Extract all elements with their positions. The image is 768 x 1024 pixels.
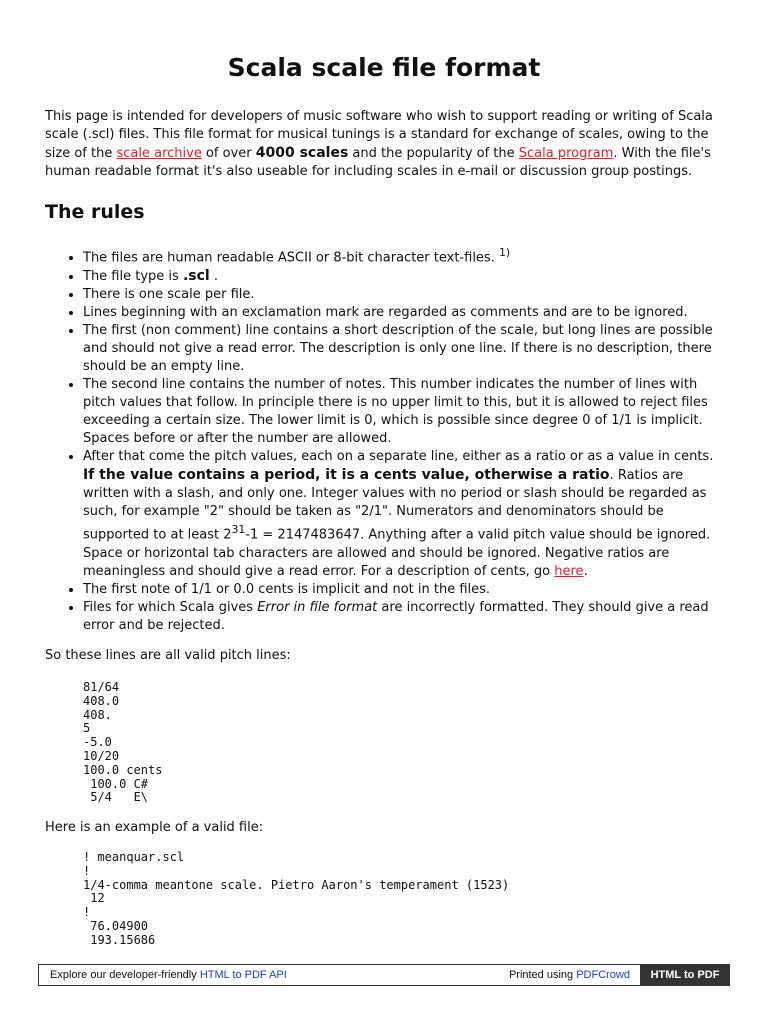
footer-mid: [509, 965, 630, 985]
page-title: Scala scale file format: [227, 53, 541, 82]
rule-emphasis: Error in file format: [257, 599, 378, 615]
valid-lines-intro: So these lines are all valid pitch lines:: [45, 648, 291, 663]
rule-item: • There is one scale per file.: [83, 286, 725, 304]
rule-bold: If the value contains a period, it is a cents value, otherwise a ratio: [83, 467, 610, 484]
example-intro: Here is an example of a valid file:: [45, 820, 264, 835]
scala-program-link[interactable]: Scala program: [518, 146, 614, 161]
rule-text: .: [583, 563, 588, 579]
rule-item: [83, 244, 725, 267]
intro-text-1: This page is intended for developers of music software who wish to support reading or writing of Scala scale (.scl) files. This file format for musical tunings is a standard for exchange of scales, owing to the size of the: [45, 109, 713, 161]
rule-text: are incorrectly formatted. They should give a read error and be rejected.: [83, 599, 709, 633]
footer-left: [50, 965, 287, 985]
rule-text: . Ratios are written with a slash, and only one. Integer values with no period or slash should be regarded as such, for example "2" should be taken as "2/1". Numerators and denominators should be supported to at least 2: [83, 468, 707, 543]
valid-lines-code: 81/64 408.0 408. 5 -5.0 10/20 100.0 cents 100.0 C# 5/4 E\: [83, 680, 163, 805]
footer-mid-text: Printed using: [508, 969, 577, 981]
html-to-pdf-api-link[interactable]: HTML to PDF API: [199, 969, 287, 981]
intro-text-4: . With the file's human readable format it's also useable for including scales in e-mail or discussion group postings.: [45, 146, 711, 179]
rule-item: [83, 448, 725, 580]
rule-item: • The first note of 1/1 or 0.0 cents is implicit and not in the files.: [83, 581, 725, 599]
intro-bold-count: 4000 scales: [255, 145, 349, 161]
exponent: 31: [231, 523, 246, 537]
footer-left-text: Explore our developer-friendly: [50, 969, 200, 981]
rule-item: [83, 599, 725, 635]
rule-text: Files for which Scala gives: [83, 599, 258, 615]
pdfcrowd-link[interactable]: PDFCrowd: [576, 969, 630, 981]
rule-item: • The second line contains the number of notes. This number indicates the number of lines with pitch values that follow. In principle there is no upper limit to this, but it is allowed to reject files exceeding a certain size. The lower limit is 0, which is possible since degree 0 of 1/1 is implicit. Spaces before or after the number are allowed.: [83, 376, 725, 448]
html-to-pdf-button[interactable]: HTML to PDF: [640, 964, 730, 986]
rule-item: • Lines beginning with an exclamation mark are regarded as comments and are to be ignored.: [83, 304, 725, 322]
rule-item: [83, 267, 725, 286]
intro-paragraph: [45, 108, 720, 181]
rules-list: [45, 244, 725, 635]
rule-text: After that come the pitch values, each on a separate line, either as a ratio or as a value in cents.: [83, 449, 714, 465]
pdfcrowd-footer: [38, 964, 730, 986]
rule-text: The files are human readable ASCII or 8-bit character text-files.: [83, 250, 499, 266]
rule-bold: .scl: [182, 268, 210, 285]
rule-item: • The first (non comment) line contains a short description of the scale, but long lines are possible and should not give a read error. The description is only one line. If there is no description, there should be an empty line.: [83, 322, 725, 376]
cents-here-link[interactable]: here: [554, 563, 584, 579]
intro-text-2: of over: [201, 146, 256, 161]
scale-archive-link[interactable]: scale archive: [116, 146, 202, 161]
rule-text: .: [209, 269, 218, 285]
intro-text-3: and the popularity of the: [348, 146, 519, 161]
footnote-ref[interactable]: 1): [498, 246, 511, 259]
rule-text: -1 = 2147483647. Anything after a valid pitch value should be ignored. Space or horizontal tab characters are allowed and should be ignored. Negative ratios are meaningless and should give a read error. For a description of cents, go: [83, 527, 711, 579]
example-code: ! meanquar.scl ! 1/4-comma meantone scale. Pietro Aaron's temperament (1523) 12 ! 76.04900 193.15686: [83, 850, 510, 947]
rules-heading: The rules: [45, 201, 145, 223]
rule-text: The file type is: [83, 269, 183, 285]
